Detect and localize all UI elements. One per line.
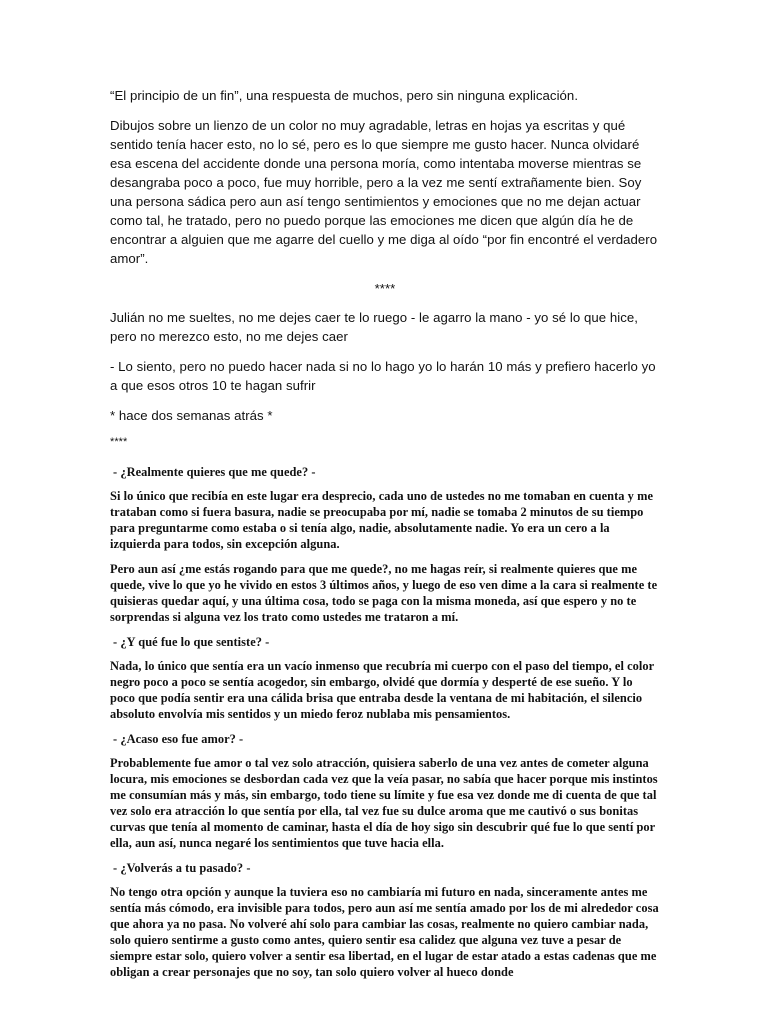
- separator-stars-left: ****: [110, 436, 128, 448]
- separator-stars: ****: [374, 281, 396, 296]
- question-4: - ¿Volverás a tu pasado? -: [113, 861, 251, 875]
- julian-paragraph: Julián no me sueltes, no me dejes caer te lo ruego - le agarro la mano - yo sé lo que hice, pero no merezco esto, no me dejes caer: [110, 310, 638, 344]
- question-2: - ¿Y qué fue lo que sentiste? -: [113, 635, 270, 649]
- answer-4-paragraph: No tengo otra opción y aunque la tuviera eso no cambiaría mi futuro en nada, sinceramente antes me sentía más cómodo, era invisible para todos, pero aun así me sentía amado por los de mi alrededor cosa que ahora ya no pasa. No volveré ahí solo para cambiar las cosas, realmente no quiero cambiar nada, solo quiero sentirme a gusto como antes, quiero sentir esa calidez que alguna vez tuve a pesar de siempre estar solo, quiero volver a sentir esa libertad, en el lugar de estar atado a estas cadenas que me obligan a crear personajes que no soy, tan solo quiero volver al hueco donde: [110, 885, 659, 979]
- reply-paragraph: - Lo siento, pero no puedo hacer nada si no lo hago yo lo harán 10 más y prefiero hacerlo yo a que esos otros 10 te hagan sufrir: [110, 359, 656, 393]
- answer-1-paragraph-2: Pero aun así ¿me estás rogando para que me quede?, no me hagas reír, si realmente quieres que me quede, vive lo que yo he vivido en estos 3 últimos años, y luego de eso ven dime a la cara si realmente te quisieras quedar aquí, y una última cosa, todo se paga con la misma moneda, así que espero y no te sorprendas si alguna vez los trato como ustedes me trataron a mí.: [110, 562, 658, 624]
- answer-3-paragraph: Probablemente fue amor o tal vez solo atracción, quisiera saberlo de una vez antes de cometer alguna locura, mis emociones se desbordan cada vez que la veía pasar, no sabía que hacer porque mis instintos me consumían más y más, sin embargo, todo tiene su límite y fue esa vez donde me di cuenta de que tal vez solo era atracción lo que sentía por ella, tal vez fue su dulce aroma que me cautivó o sus bonitas curvas que tenía al momento de caminar, hasta el día de hoy sigo sin descubrir qué fue lo que sentí por ella, aun así, nunca negaré los sentimientos que tuve hacia ella.: [110, 756, 658, 850]
- answer-1-paragraph-1: Si lo único que recibía en este lugar era desprecio, cada uno de ustedes no me tomaban en cuenta y me trataban como si fuera basura, nadie se preocupaba por mí, nadie se tomaba 2 minutos de su tiempo para preguntarme como estaba o si tenía algo, nadie, absolutamente nadie. Yo era un cero a la izquierda para todos, sin excepción alguna.: [110, 489, 654, 551]
- title-line: “El principio de un fin”, una respuesta de muchos, pero sin ninguna explicación.: [110, 88, 579, 103]
- time-hint: * hace dos semanas atrás *: [110, 408, 273, 423]
- answer-2-paragraph: Nada, lo único que sentía era un vacío inmenso que recubría mi cuerpo con el paso del tiempo, el color negro poco a poco se sentía acogedor, sin embargo, olvidé que dormía y desperté de ese sueño. Y lo poco que podía sentir era una cálida brisa que entraba desde la ventana de mi habitación, el silencio absoluto envolvía mis sentidos y un miedo feroz nublaba mis pensamientos.: [110, 659, 654, 721]
- question-3: - ¿Acaso eso fue amor? -: [113, 732, 244, 746]
- question-1: - ¿Realmente quieres que me quede? -: [113, 465, 316, 479]
- document-page: [110, 86, 660, 989]
- intro-paragraph: Dibujos sobre un lienzo de un color no muy agradable, letras en hojas ya escritas y qué sentido tenía hacer esto, no lo sé, pero es lo que siempre me gusto hacer. Nunca olvidaré esa escena del accidente donde una persona moría, como intentaba moverse mientras se desangraba poco a poco, fue muy horrible, pero a la vez me sentí extrañamente bien. Soy una persona sádica pero aun así tengo sentimientos y emociones que no me dejan actuar como tal, he tratado, pero no puedo porque las emociones me dicen que algún día he de encontrar a alguien que me agarre del cuello y me diga al oído “por fin encontré el verdadero amor”.: [110, 118, 658, 266]
